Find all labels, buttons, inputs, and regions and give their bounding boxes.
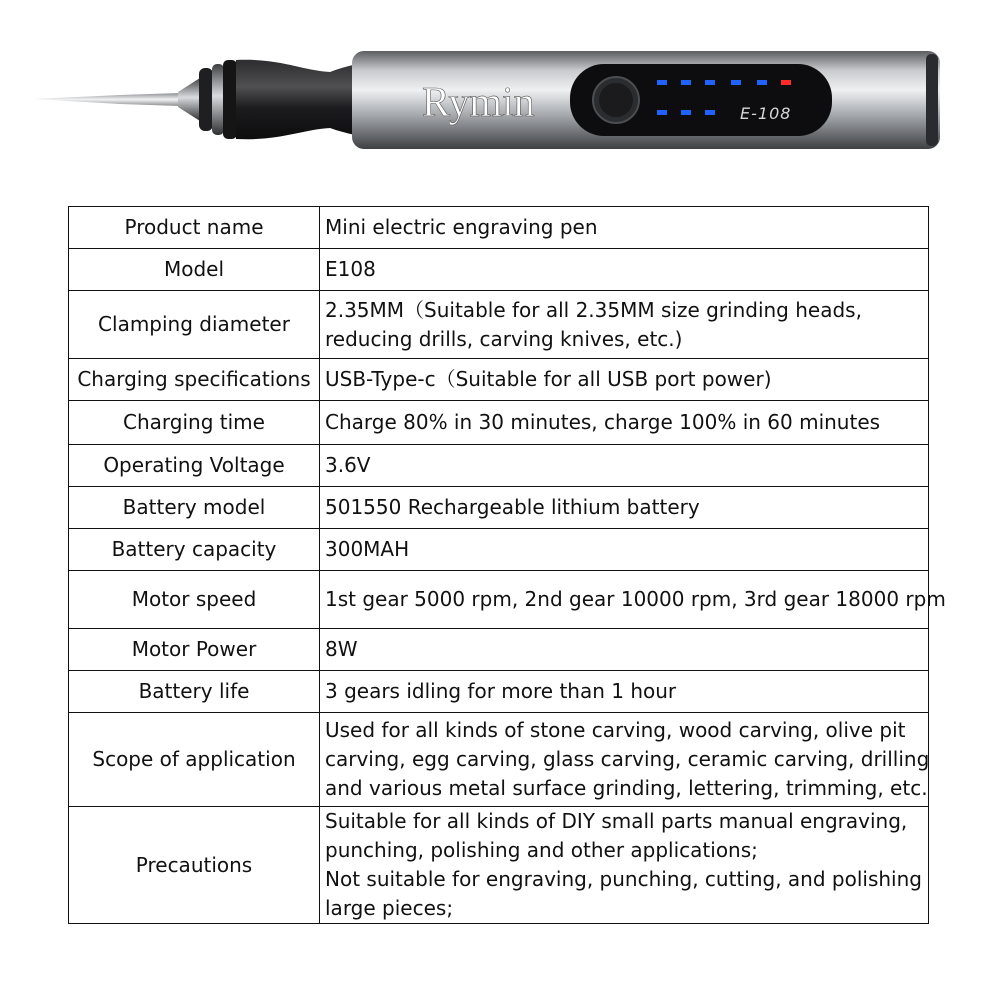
spec-label: Charging time — [69, 401, 320, 445]
spec-value — [320, 445, 929, 487]
spec-value-line: 1st gear 5000 rpm, 2nd gear 10000 rpm, 3rd gear 18000 rpm — [325, 587, 946, 611]
spec-label: Motor Power — [69, 629, 320, 671]
spec-value — [320, 529, 929, 571]
spec-value-line: and various metal surface grinding, lettering, trimming, etc. — [325, 776, 928, 800]
spec-value-line: Suitable for all kinds of DIY small parts manual engraving, — [325, 809, 908, 833]
spec-row — [69, 291, 929, 359]
spec-value — [320, 359, 929, 401]
spec-value-line: reducing drills, carving knives, etc.) — [325, 326, 683, 351]
spec-label: Battery capacity — [69, 529, 320, 571]
spec-row — [69, 571, 929, 629]
spec-value — [320, 713, 929, 807]
spec-label: Battery model — [69, 487, 320, 529]
spec-value-line: 3.6V — [325, 453, 371, 477]
spec-value — [320, 807, 929, 924]
spec-value — [320, 629, 929, 671]
spec-value-line: 300MAH — [325, 537, 410, 561]
spec-value-line: 2.35MM（Suitable for all 2.35MM size grinding heads, — [325, 297, 862, 322]
spec-value — [320, 249, 929, 291]
spec-value-line: carving, egg carving, glass carving, ceramic carving, drilling — [325, 747, 930, 771]
bit-tip — [34, 93, 180, 106]
spec-value — [320, 291, 929, 359]
spec-label: Clamping diameter — [69, 291, 320, 359]
spec-value-line: Mini electric engraving pen — [325, 215, 598, 239]
spec-value-line: 501550 Rechargeable lithium battery — [325, 495, 700, 519]
spec-value-line: E108 — [325, 257, 376, 281]
spec-label: Model — [69, 249, 320, 291]
spec-row — [69, 445, 929, 487]
spec-row — [69, 713, 929, 807]
spec-value — [320, 207, 929, 249]
spec-label: Motor speed — [69, 571, 320, 629]
spec-row — [69, 249, 929, 291]
spec-value-line: large pieces; — [325, 896, 454, 920]
model-badge: E-108 — [740, 104, 792, 123]
spec-row — [69, 401, 929, 445]
spec-table — [68, 206, 946, 924]
spec-value-line: 8W — [325, 637, 358, 661]
spec-value-line: Charge 80% in 30 minutes, charge 100% in 60 minutes — [325, 410, 881, 434]
spec-label: Battery life — [69, 671, 320, 713]
spec-value-line: Not suitable for engraving, punching, cutting, and polishing — [325, 867, 922, 891]
spec-row — [69, 807, 929, 924]
chuck-ring — [199, 68, 213, 131]
spec-row — [69, 671, 929, 713]
spec-value-line: Used for all kinds of stone carving, wood carving, olive pit — [325, 718, 906, 742]
spec-label: Scope of application — [69, 713, 320, 807]
spec-value-line: USB-Type-c（Suitable for all USB port power) — [325, 367, 772, 391]
spec-value-line: 3 gears idling for more than 1 hour — [325, 679, 677, 703]
spec-label: Precautions — [69, 807, 320, 924]
spec-label: Charging specifications — [69, 359, 320, 401]
spec-label: Operating Voltage — [69, 445, 320, 487]
spec-value-line: punching, polishing and other applications; — [325, 838, 758, 862]
engraving-pen-image — [0, 0, 1000, 190]
spec-row — [69, 359, 929, 401]
spec-value — [320, 487, 929, 529]
spec-label: Product name — [69, 207, 320, 249]
spec-row — [69, 529, 929, 571]
spec-value — [320, 571, 946, 629]
spec-row — [69, 207, 929, 249]
spec-value — [320, 671, 929, 713]
brand-logo: Rymin — [422, 80, 535, 126]
spec-row — [69, 487, 929, 529]
spec-row — [69, 629, 929, 671]
spec-value — [320, 401, 929, 445]
chuck-cone — [178, 78, 200, 121]
